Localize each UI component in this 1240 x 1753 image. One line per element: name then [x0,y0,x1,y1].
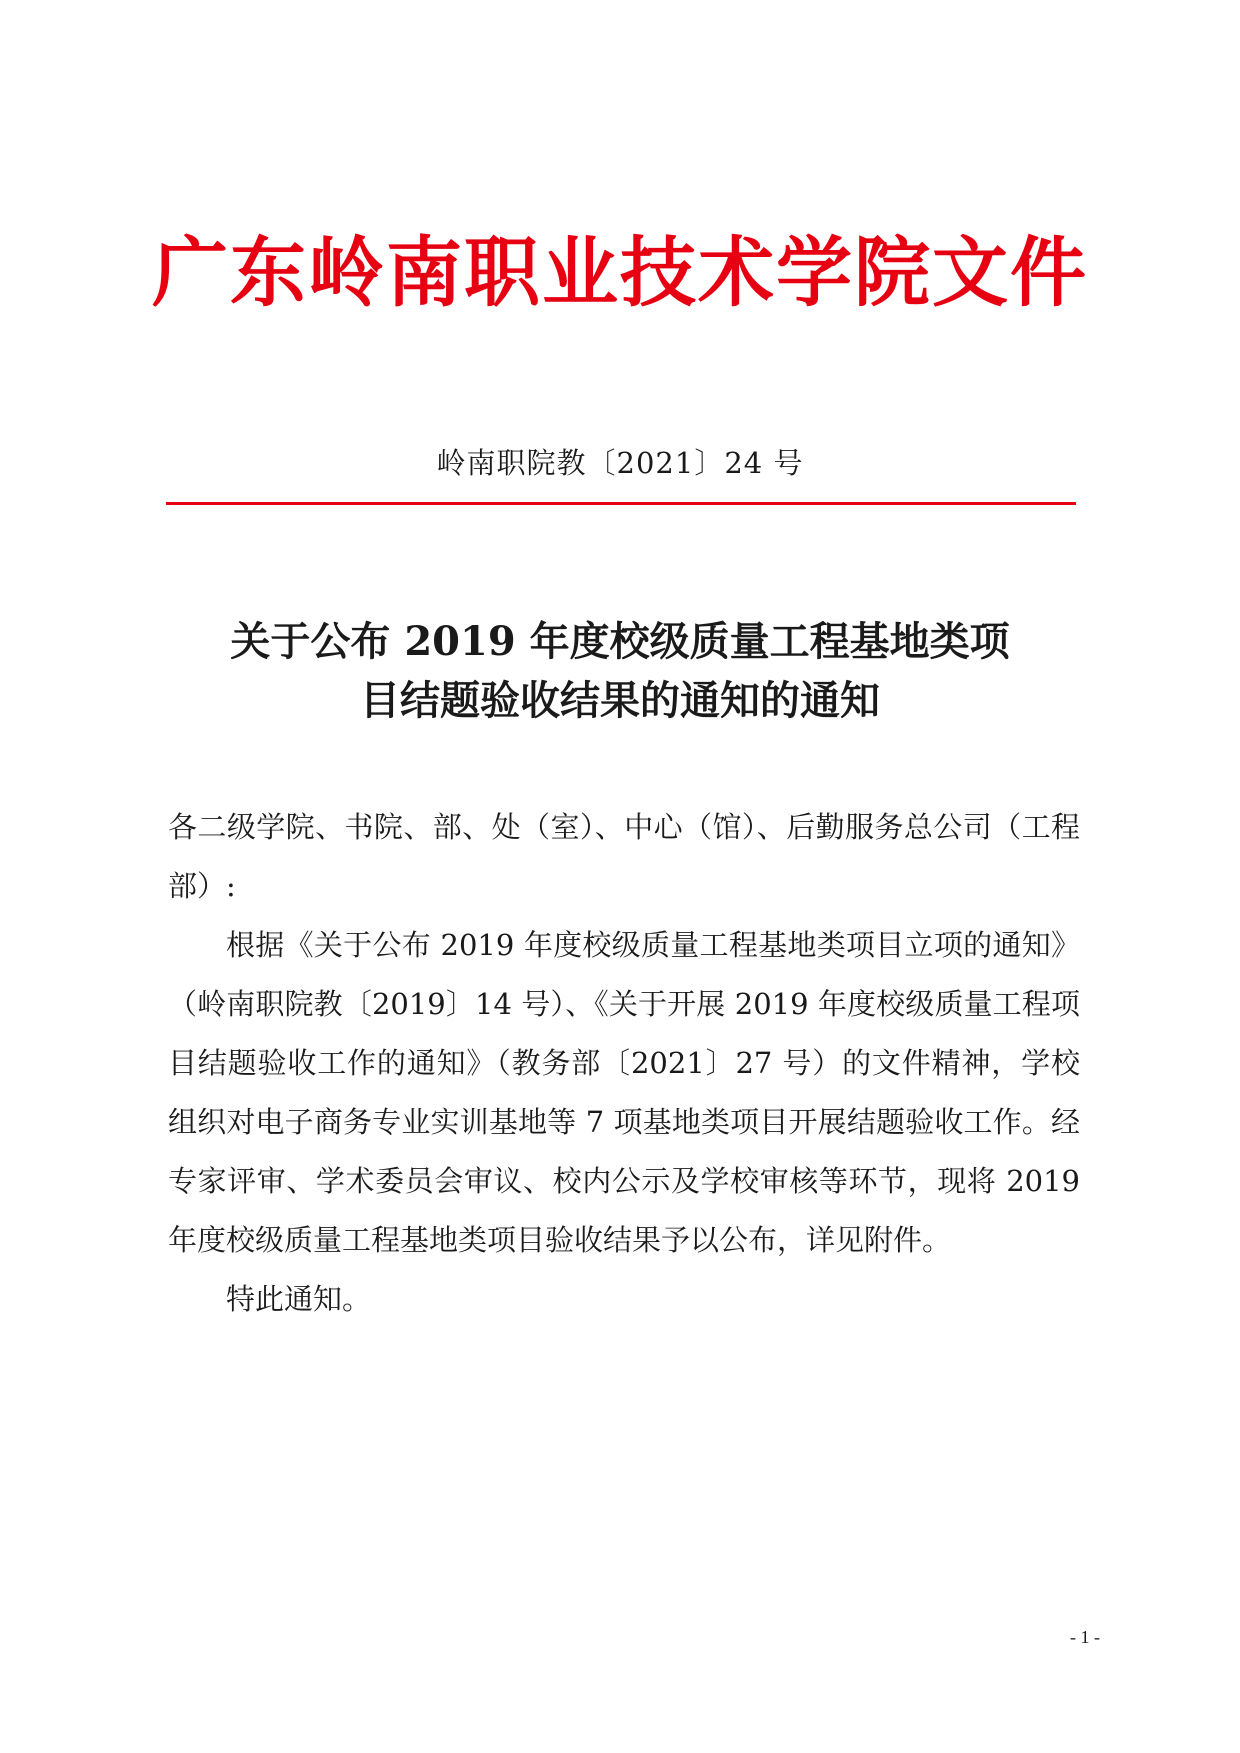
notice-title-line-1: 关于公布 2019 年度校级质量工程基地类项 [230,618,1010,665]
notice-body [168,798,1080,1329]
body-paragraph: 根据《关于公布 2019 年度校级质量工程基地类项目立项的通知》（岭南职院教〔2019〕14 号）、《关于开展 2019 年度校级质量工程项目结题验收工作的通知》（教务部〔2021〕27 号）的文件精神，学校组织对电子商务专业实训基地等 7 项基地类项目开展结题验收工作。经专家评审、学术委员会审议、校内公示及学校审核等环节，现将 2019 年度校级质量工程基地类项目验收结果予以公布，详见附件。 [168,928,1080,1257]
notice-title [150,612,1090,730]
masthead-title: 广东岭南职业技术学院文件 [152,228,1088,317]
notice-title-line-2: 目结题验收结果的通知的通知 [360,677,880,724]
red-divider-line [166,502,1076,505]
salutation: 各二级学院、书院、部、处（室）、中心（馆）、后勤服务总公司（工程部）: [168,810,1080,903]
document-number: 岭南职院教〔2021〕24 号 [436,446,804,480]
page-number: - 1 - [1070,1627,1100,1647]
closing-text: 特此通知。 [226,1282,372,1316]
